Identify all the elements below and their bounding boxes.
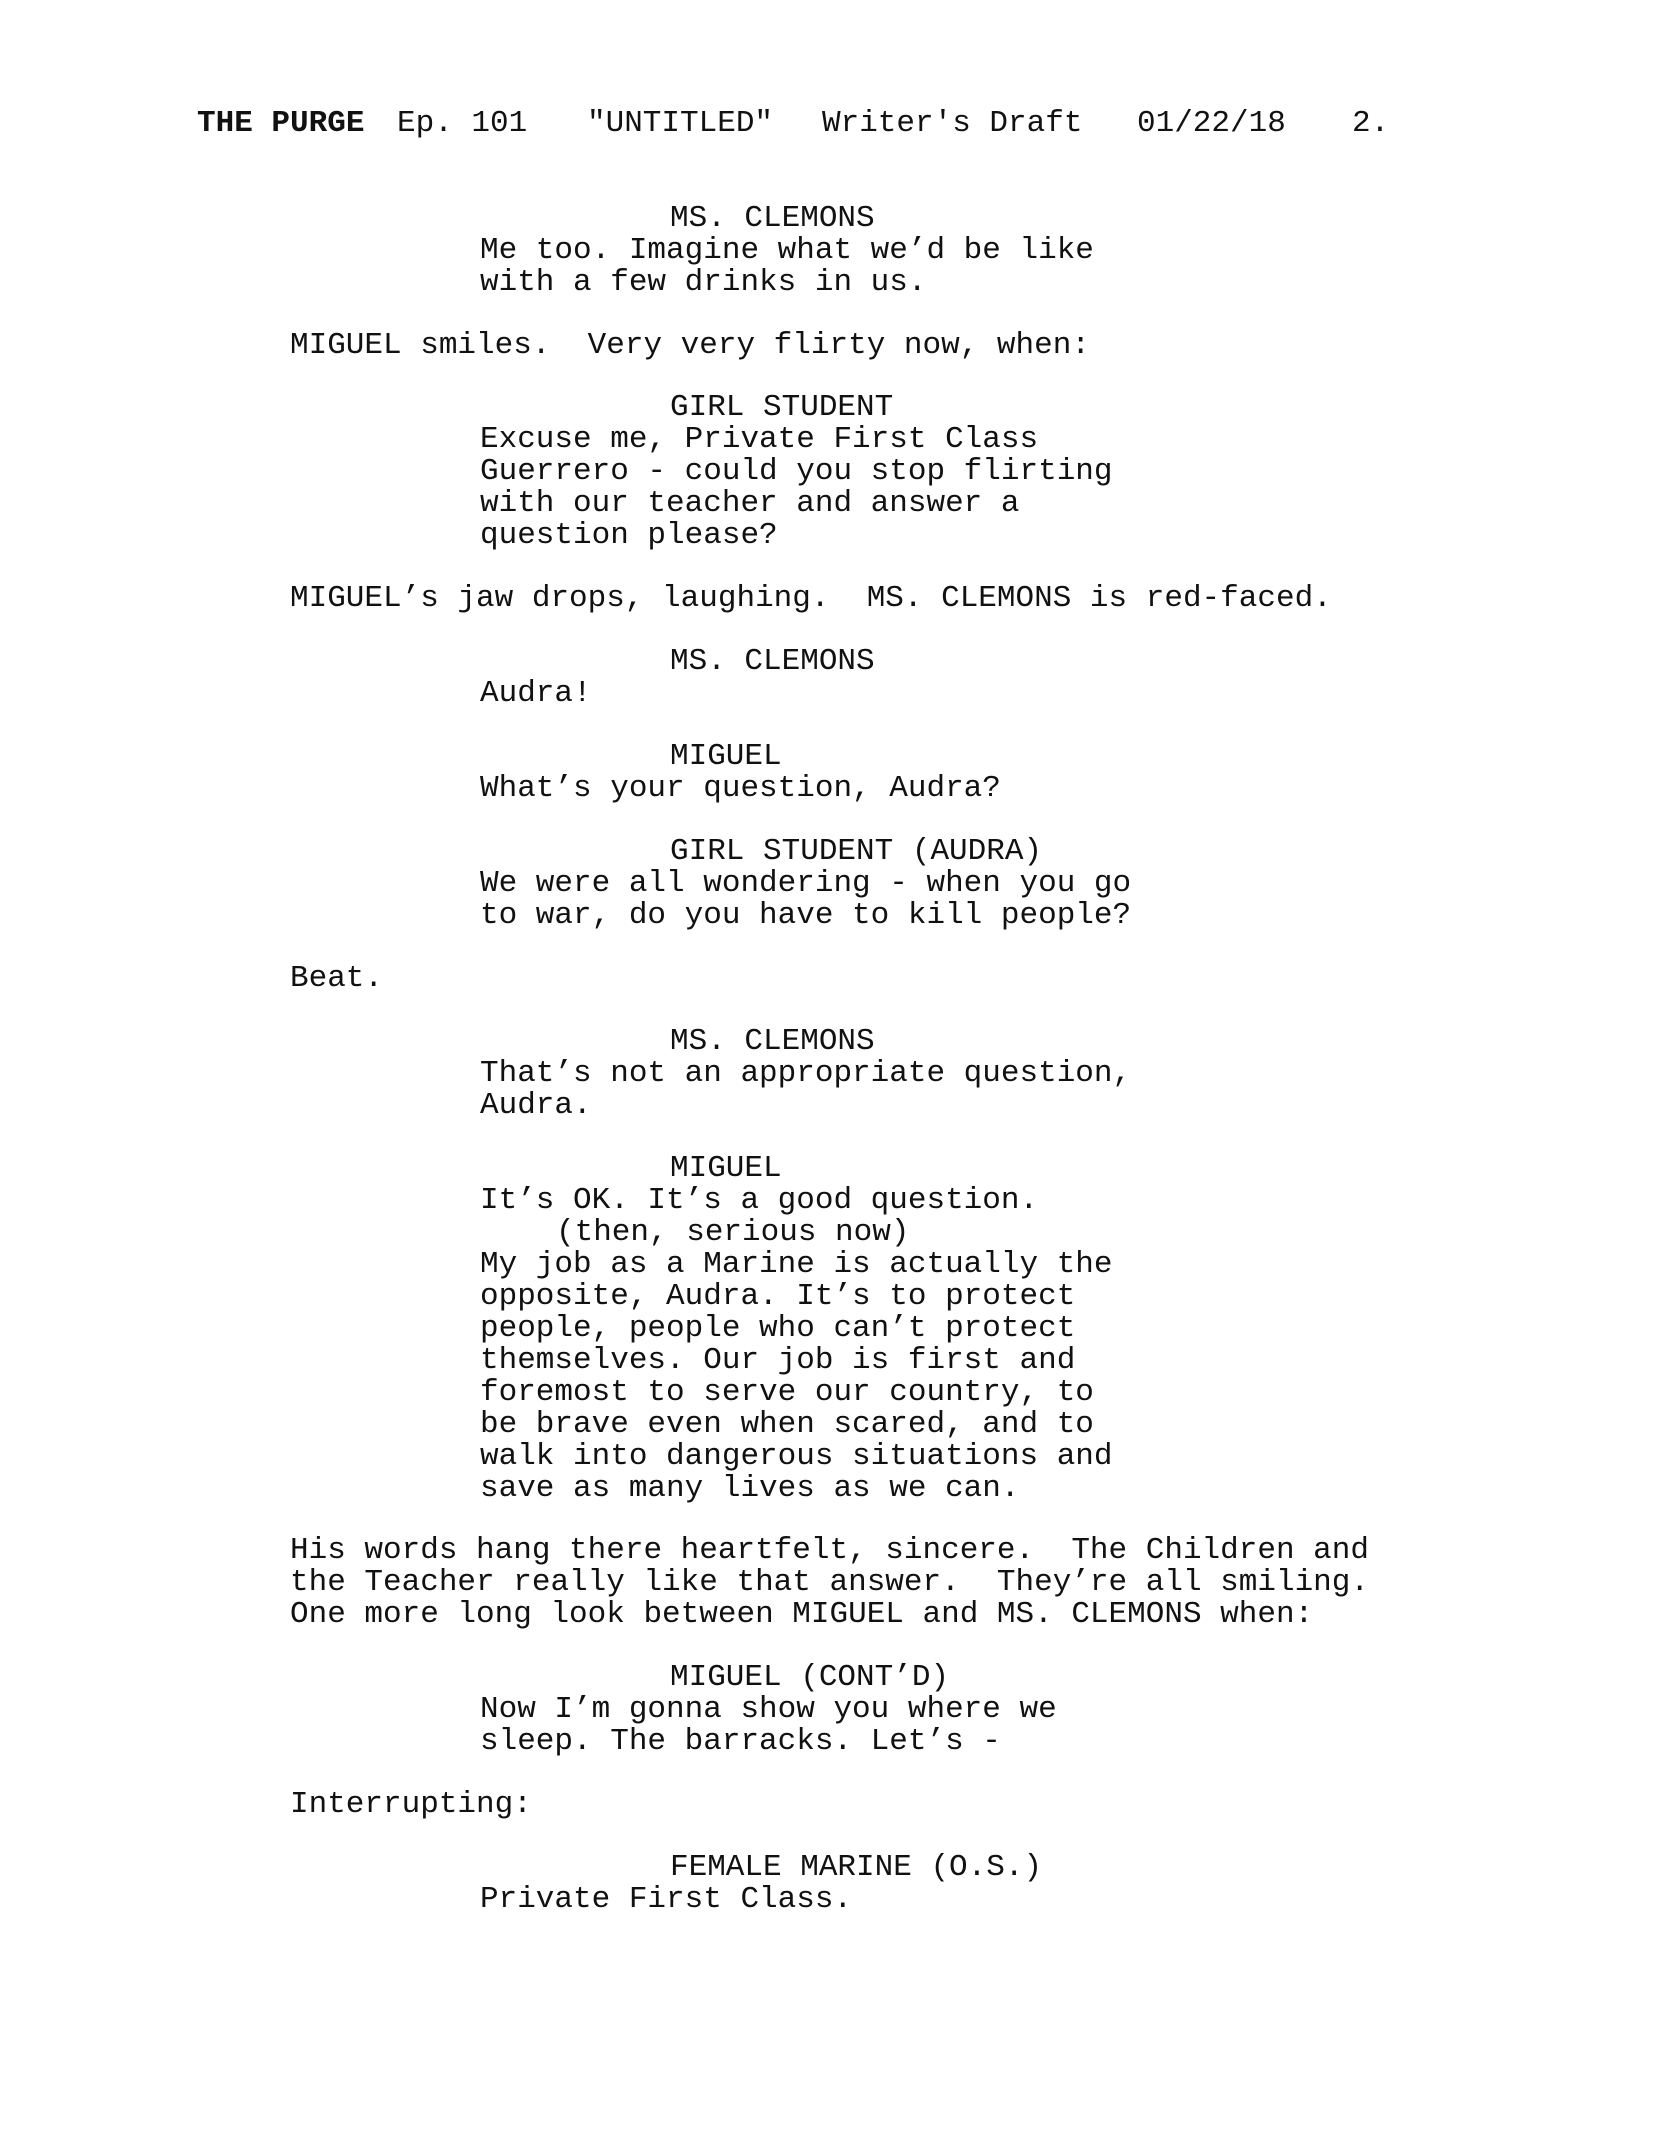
- action-line: Beat.: [290, 961, 384, 996]
- page-number: 2.: [1352, 106, 1390, 141]
- character-cue: MS. CLEMONS: [670, 644, 875, 679]
- episode-title: "UNTITLED": [587, 106, 774, 141]
- action-line: His words hang there heartfelt, sincere. The Children and the Teacher really like that answer. They’re all smiling. One more long look between MIGUEL and MS. CLEMONS when:: [290, 1533, 1369, 1632]
- dialogue: It’s OK. It’s a good question.: [480, 1183, 1039, 1218]
- dialogue: That’s not an appropriate question, Audra.: [480, 1056, 1132, 1123]
- dialogue: Audra!: [480, 676, 592, 711]
- character-cue: MIGUEL: [670, 739, 782, 774]
- character-cue: MS. CLEMONS: [670, 1024, 875, 1059]
- dialogue: Excuse me, Private First Class Guerrero - could you stop flirting with our teacher and answer a question please?: [480, 422, 1113, 553]
- character-cue: FEMALE MARINE (O.S.): [670, 1850, 1043, 1885]
- dialogue: My job as a Marine is actually the opposite, Audra. It’s to protect people, people who can’t protect themselves. Our job is first and foremost to serve our country, to be brave even when scared, and to walk into dangerous situations and save as many lives as we can.: [480, 1247, 1113, 1506]
- show-title: THE PURGE: [197, 106, 365, 141]
- character-cue: GIRL STUDENT (AUDRA): [670, 834, 1043, 869]
- dialogue: Me too. Imagine what we’d be like with a few drinks in us.: [480, 233, 1094, 300]
- action-line: Interrupting:: [290, 1787, 532, 1822]
- page-header: [197, 108, 1417, 142]
- episode-number: Ep. 101: [397, 106, 528, 141]
- draft-label: Writer's Draft: [822, 106, 1083, 141]
- character-cue: MIGUEL: [670, 1151, 782, 1186]
- character-cue: MS. CLEMONS: [670, 201, 875, 236]
- draft-date: 01/22/18: [1137, 106, 1286, 141]
- dialogue: We were all wondering - when you go to war, do you have to kill people?: [480, 866, 1132, 933]
- action-line: MIGUEL’s jaw drops, laughing. MS. CLEMONS is red-faced.: [290, 581, 1332, 616]
- character-cue: GIRL STUDENT: [670, 390, 894, 425]
- action-line: MIGUEL smiles. Very very flirty now, when:: [290, 328, 1090, 363]
- dialogue: Private First Class.: [480, 1882, 853, 1917]
- character-cue: MIGUEL (CONT’D): [670, 1660, 950, 1695]
- parenthetical: (then, serious now): [556, 1215, 910, 1250]
- dialogue: Now I’m gonna show you where we sleep. The barracks. Let’s -: [480, 1692, 1057, 1759]
- dialogue: What’s your question, Audra?: [480, 771, 1001, 806]
